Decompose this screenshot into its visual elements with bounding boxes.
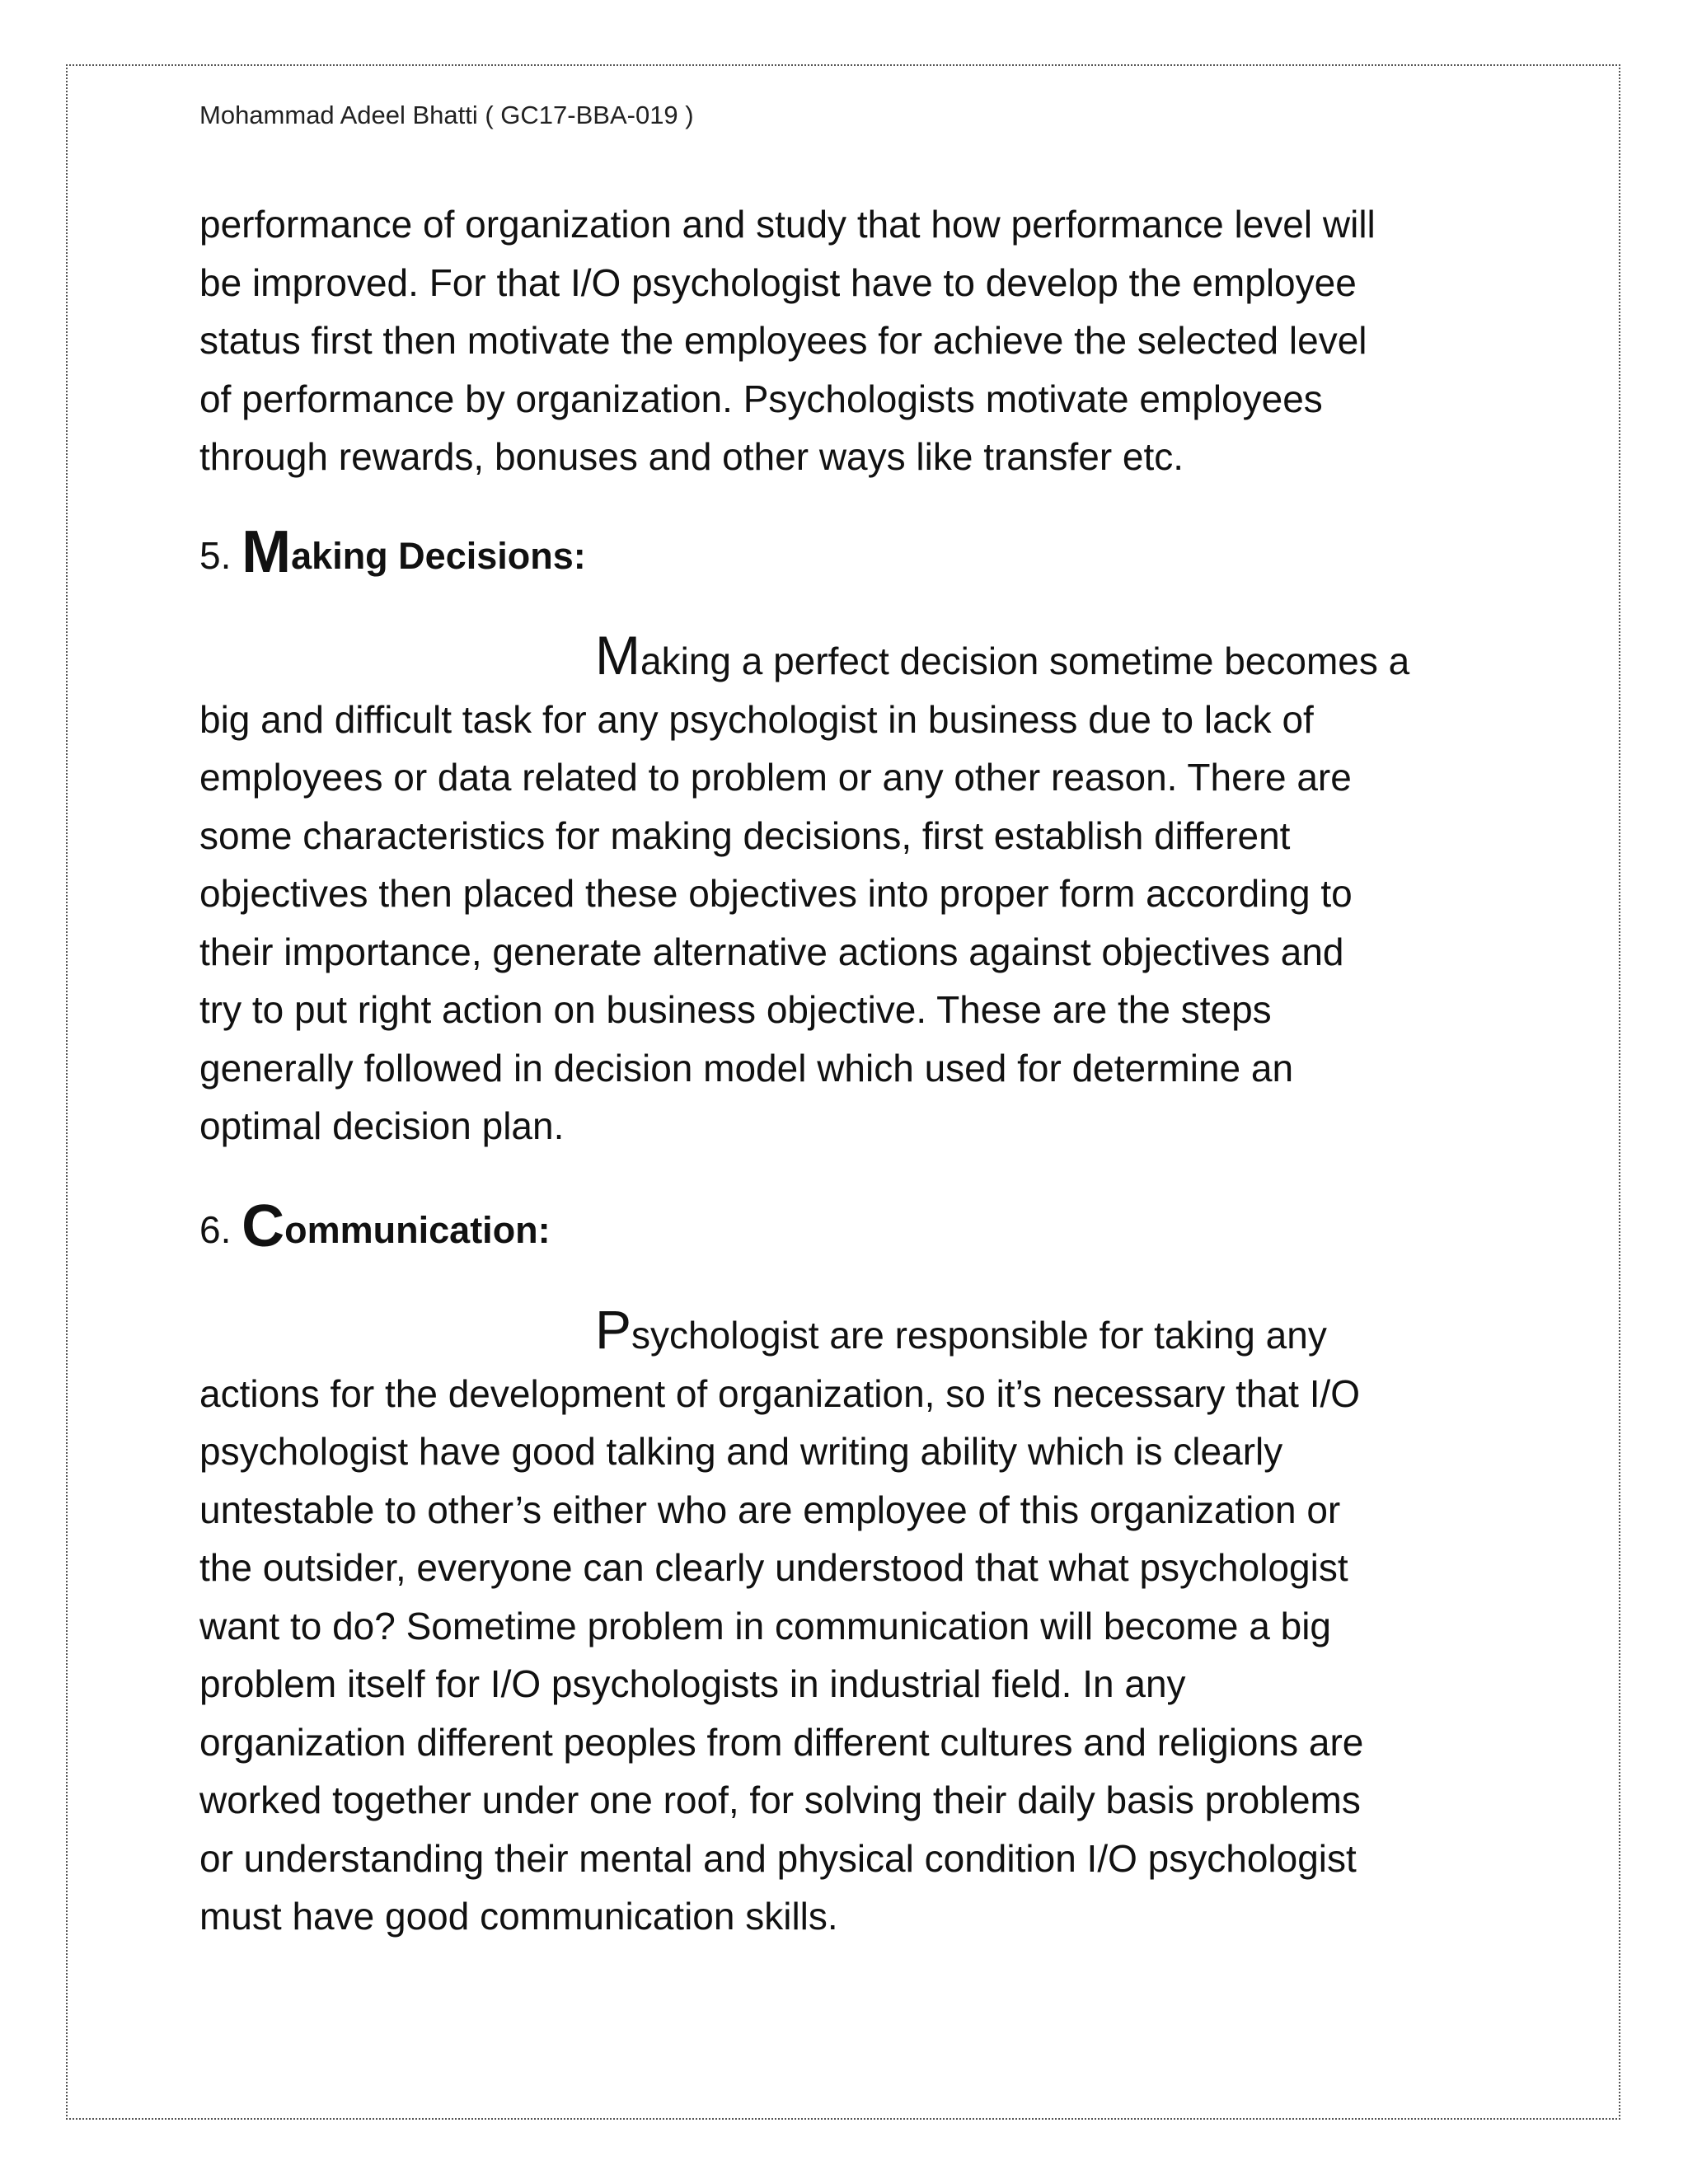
- section-5-heading: [199, 519, 586, 589]
- first-line-text: sychologist are responsible for taking any: [631, 1314, 1327, 1357]
- paragraph-line: must have good communication skills.: [199, 1895, 838, 1938]
- paragraph-line: the outsider, everyone can clearly understood that what psychologist: [199, 1546, 1348, 1589]
- paragraph-line: want to do? Sometime problem in communication will become a big: [199, 1604, 1331, 1647]
- paragraph-line: optimal decision plan.: [199, 1104, 565, 1147]
- heading-initial: M: [241, 519, 292, 585]
- section-number: 6.: [199, 1208, 232, 1251]
- paragraph-line: some characteristics for making decisions, first establish different: [199, 813, 1291, 857]
- dropcap-letter: P: [595, 1299, 632, 1360]
- page-header-author: Mohammad Adeel Bhatti ( GC17-BBA-019 ): [199, 101, 694, 129]
- paragraph-line: untestable to other’s either who are employee of this organization or: [199, 1488, 1341, 1531]
- paragraph-line: generally followed in decision model which used for determine an: [199, 1046, 1294, 1090]
- paragraph-line: of performance by organization. Psychologists motivate employees: [199, 377, 1323, 420]
- paragraph-line: through rewards, bonuses and other ways like transfer etc.: [199, 435, 1184, 478]
- heading-initial: C: [241, 1193, 285, 1259]
- first-line-text: aking a perfect decision sometime becomes a: [640, 640, 1410, 682]
- paragraph-line: or understanding their mental and physical condition I/O psychologist: [199, 1836, 1357, 1880]
- paragraph-line: worked together under one roof, for solving their daily basis problems: [199, 1779, 1361, 1821]
- paragraph-line: actions for the development of organization, so it’s necessary that I/O: [199, 1371, 1361, 1415]
- intro-paragraph: [199, 195, 1502, 486]
- paragraph-line: psychologist have good talking and writing ability which is clearly: [199, 1430, 1283, 1473]
- paragraph-line: organization different peoples from different cultures and religions are: [199, 1720, 1364, 1764]
- paragraph-line: status first then motivate the employees for achieve the selected level: [199, 319, 1367, 362]
- paragraph-line: try to put right action on business objective. These are the steps: [199, 988, 1272, 1031]
- paragraph-line: their importance, generate alternative actions against objectives and: [199, 930, 1344, 973]
- paragraph-first-line: [199, 626, 1502, 691]
- paragraph-line: problem itself for I/O psychologists in industrial field. In any: [199, 1662, 1186, 1705]
- section-5-paragraph: [199, 626, 1502, 1155]
- heading-title: ommunication:: [284, 1209, 551, 1251]
- heading-title: aking Decisions:: [291, 535, 586, 577]
- paragraph-line: performance of organization and study that how performance level will: [199, 203, 1376, 246]
- section-number: 5.: [199, 534, 232, 577]
- section-6-paragraph: [199, 1301, 1502, 1946]
- section-6-heading: [199, 1193, 551, 1263]
- paragraph-line: employees or data related to problem or any other reason. There are: [199, 756, 1352, 799]
- paragraph-first-line: [199, 1301, 1502, 1365]
- paragraph-line: big and difficult task for any psychologist in business due to lack of: [199, 697, 1314, 741]
- paragraph-line: objectives then placed these objectives into proper form according to: [199, 872, 1353, 915]
- dropcap-letter: M: [595, 625, 640, 686]
- paragraph-line: be improved. For that I/O psychologist have to develop the employee: [199, 260, 1357, 304]
